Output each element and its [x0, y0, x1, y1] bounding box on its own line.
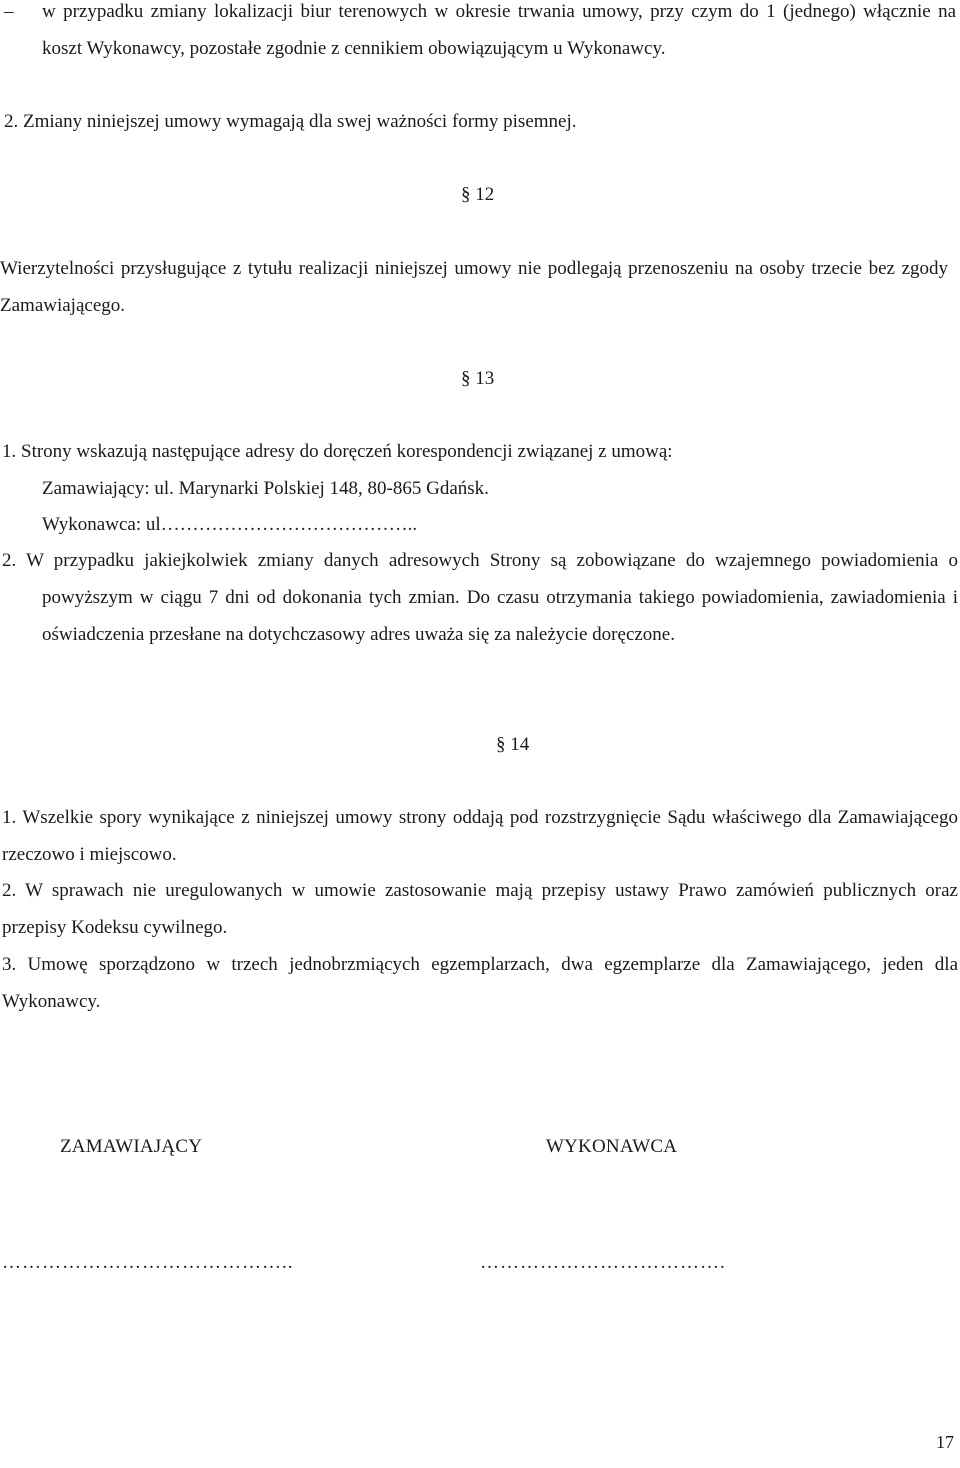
- section-13-heading: § 13: [461, 368, 495, 389]
- dash-list-item: w przypadku zmiany lokalizacji biur terenowych w okresie trwania umowy, przy czym do 1 (jednego) włącznie na koszt Wykonawcy, pozostałe zgodnie z cennikiem obowiązującym u Wykonawcy.: [42, 1, 956, 59]
- dash-marker: –: [4, 1, 14, 22]
- section-12-heading: § 12: [461, 184, 495, 205]
- section-14-item-1: 1. Wszelkie spory wynikające z niniejszej umowy strony oddają pod rozstrzygnięcie Sądu właściwego dla Zamawiającego rzeczowo i miejscowo.: [2, 807, 958, 865]
- page-number: 17: [936, 1432, 954, 1452]
- section-14-heading: § 14: [496, 734, 530, 755]
- section-14-item-2: 2. W sprawach nie uregulowanych w umowie zastosowanie mają przepisy ustawy Prawo zamówień publicznych oraz przepisy Kodeksu cywilnego.: [2, 880, 958, 938]
- section-13-item-2: 2. W przypadku jakiejkolwiek zmiany danych adresowych Strony są zobowiązane do wzajemnego powiadomienia o powyższym w ciągu 7 dni od dokonania tych zmian. Do czasu otrzymania takiego powiadomienia, zawiadomienia i oświadczenia przesłane na dotychczasowy adres uważa się za należycie doręczone.: [2, 550, 958, 645]
- signature-label-zamawiajacy: ZAMAWIAJĄCY: [60, 1136, 203, 1157]
- section-13-item-2-wrap: [2, 542, 958, 653]
- section-13-zamawiajacy-address: Zamawiający: ul. Marynarki Polskiej 148, 80-865 Gdańsk.: [42, 478, 489, 499]
- section-14-item-3: 3. Umowę sporządzono w trzech jednobrzmiących egzemplarzach, dwa egzemplarze dla Zamawiającego, jeden dla Wykonawcy.: [2, 954, 958, 1012]
- section-12-text: Wierzytelności przysługujące z tytułu realizacji niniejszej umowy nie podlegają przenoszeniu na osoby trzecie bez zgody Zamawiającego.: [0, 258, 948, 316]
- signature-line-zamawiajacy: ……………………………………..: [2, 1252, 294, 1273]
- signature-line-wykonawca: ……………………………….: [480, 1252, 726, 1273]
- paragraph-item-2: 2. Zmiany niniejszej umowy wymagają dla swej ważności formy pisemnej.: [4, 111, 577, 132]
- signature-label-wykonawca: WYKONAWCA: [546, 1136, 678, 1157]
- section-13-wykonawca-address: Wykonawca: ul…………………………………..: [42, 514, 418, 535]
- section-13-item-1: 1. Strony wskazują następujące adresy do doręczeń korespondencji związanej z umową:: [2, 441, 673, 462]
